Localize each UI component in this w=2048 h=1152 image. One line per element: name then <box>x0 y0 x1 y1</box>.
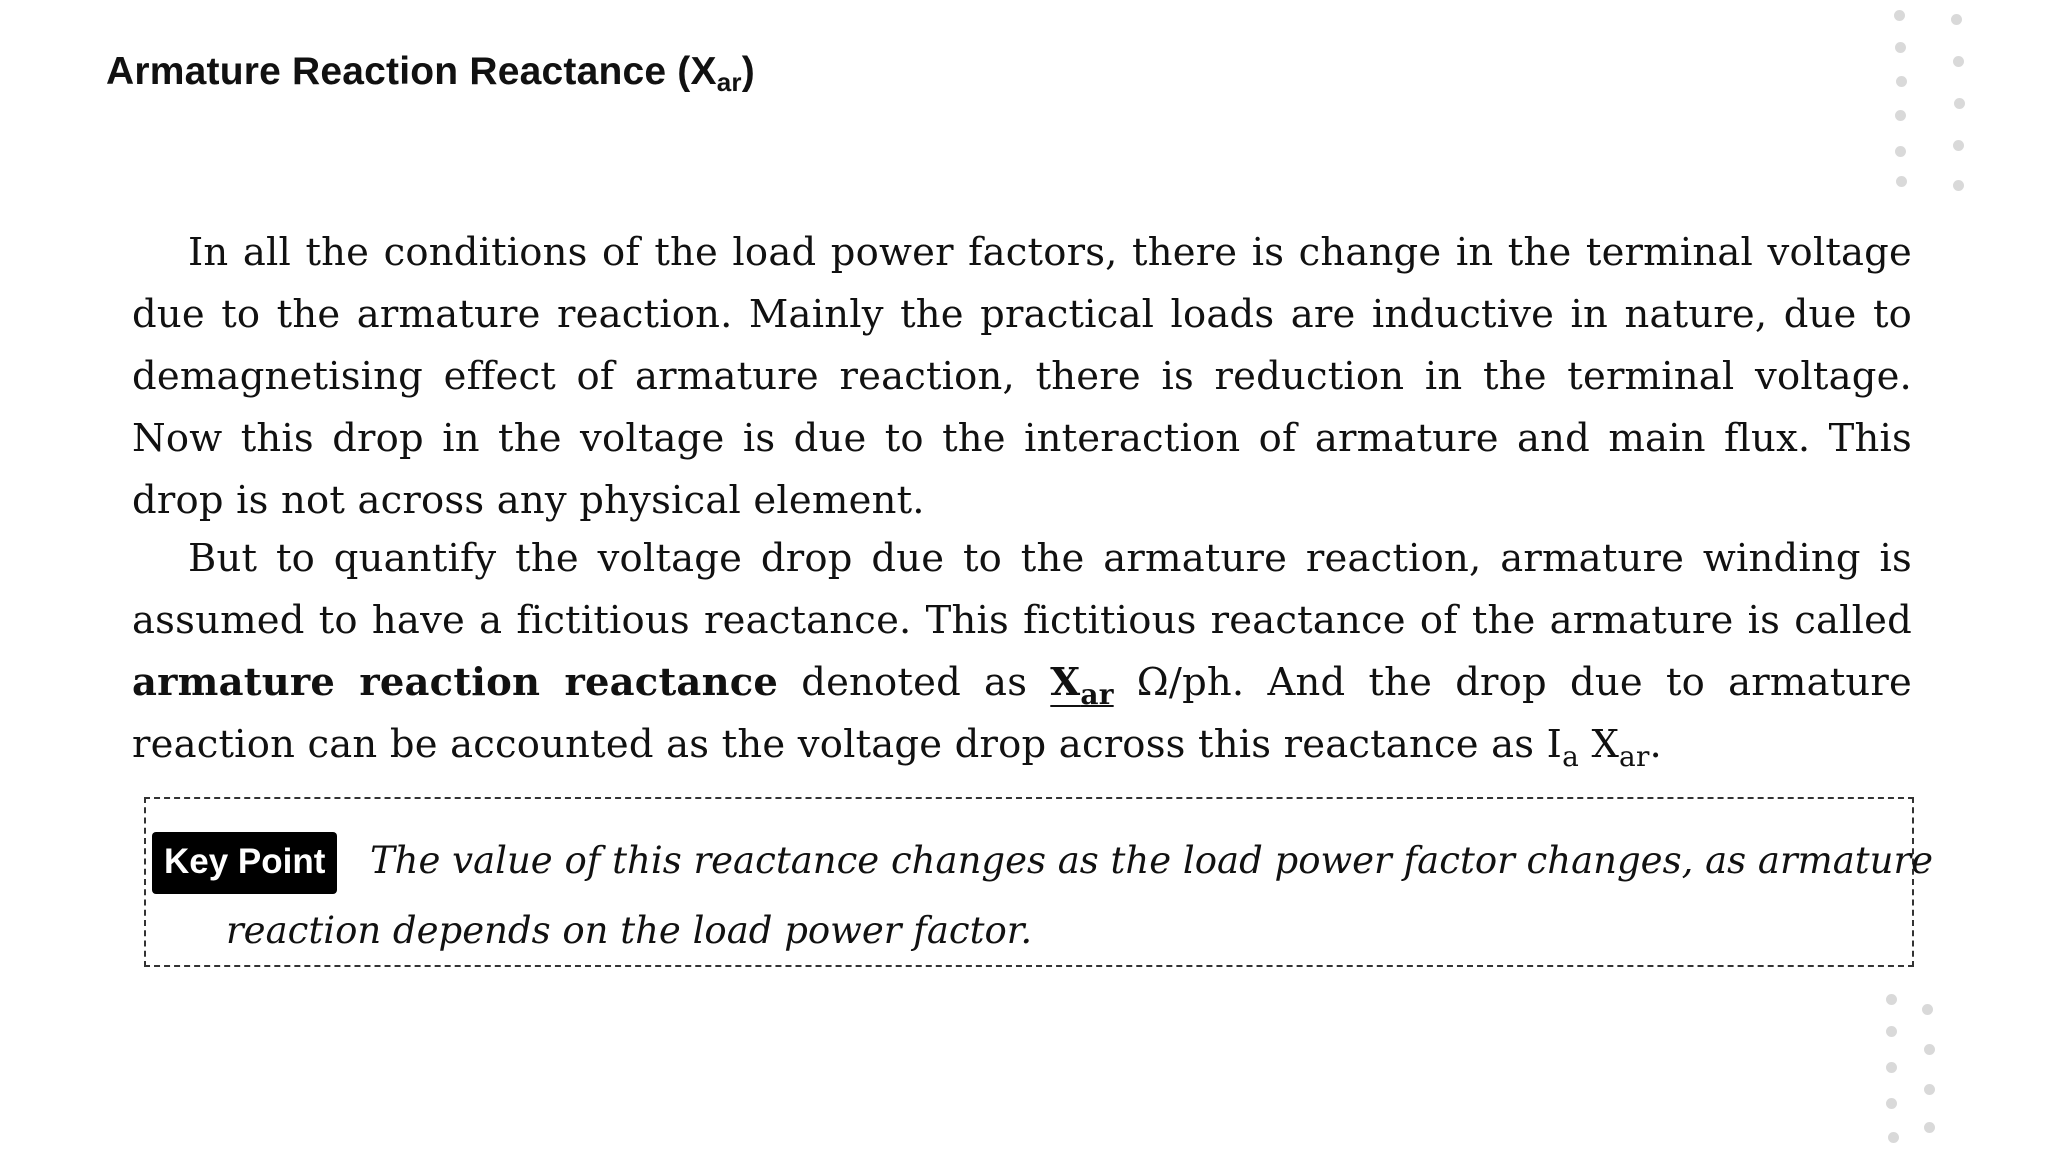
paragraph-2 <box>132 528 1912 776</box>
symbol-xar: $X_{ar}$ <box>1050 660 1114 711</box>
paragraph-1-line-5: drop is not across any physical element. <box>132 478 925 523</box>
paragraph-2-line-2: assumed to have a fictitious reactance. This fictitious reactance of the armature is called <box>132 598 1912 643</box>
paragraph-1-line-1: In all the conditions of the load power factors, there is change in the terminal voltage <box>188 230 1912 275</box>
key-point-line-1: The value of this reactance changes as the load power factor changes, as armature <box>370 839 1934 882</box>
paragraph-1-line-2: due to the armature reaction. Mainly the practical loads are inductive in nature, due to <box>132 292 1912 337</box>
key-point-line-2: reaction depends on the load power factor. <box>226 909 1033 952</box>
term-armature-reaction-reactance: armature reaction reactance <box>132 660 779 705</box>
paragraph-1 <box>132 222 1912 532</box>
paragraph-2-line-3: armature reaction reactance denoted as $X_{ar}$ Ω/ph. And the drop due to armature <box>132 660 1912 711</box>
paragraph-1-line-3: demagnetising effect of armature reaction, there is reduction in the terminal voltage. <box>132 354 1912 399</box>
paragraph-2-line-4: reaction can be accounted as the voltage drop across this reactance as $I_a$ $X_{ar}$. <box>132 722 1662 773</box>
paragraph-2-line-1: But to quantify the voltage drop due to the armature reaction, armature winding is <box>188 536 1912 581</box>
paragraph-1-line-4: Now this drop in the voltage is due to the interaction of armature and main flux. This <box>132 416 1912 461</box>
section-heading: Armature Reaction Reactance $(X_{ar})$ <box>106 50 755 97</box>
key-point-badge: Key Point <box>152 832 337 894</box>
